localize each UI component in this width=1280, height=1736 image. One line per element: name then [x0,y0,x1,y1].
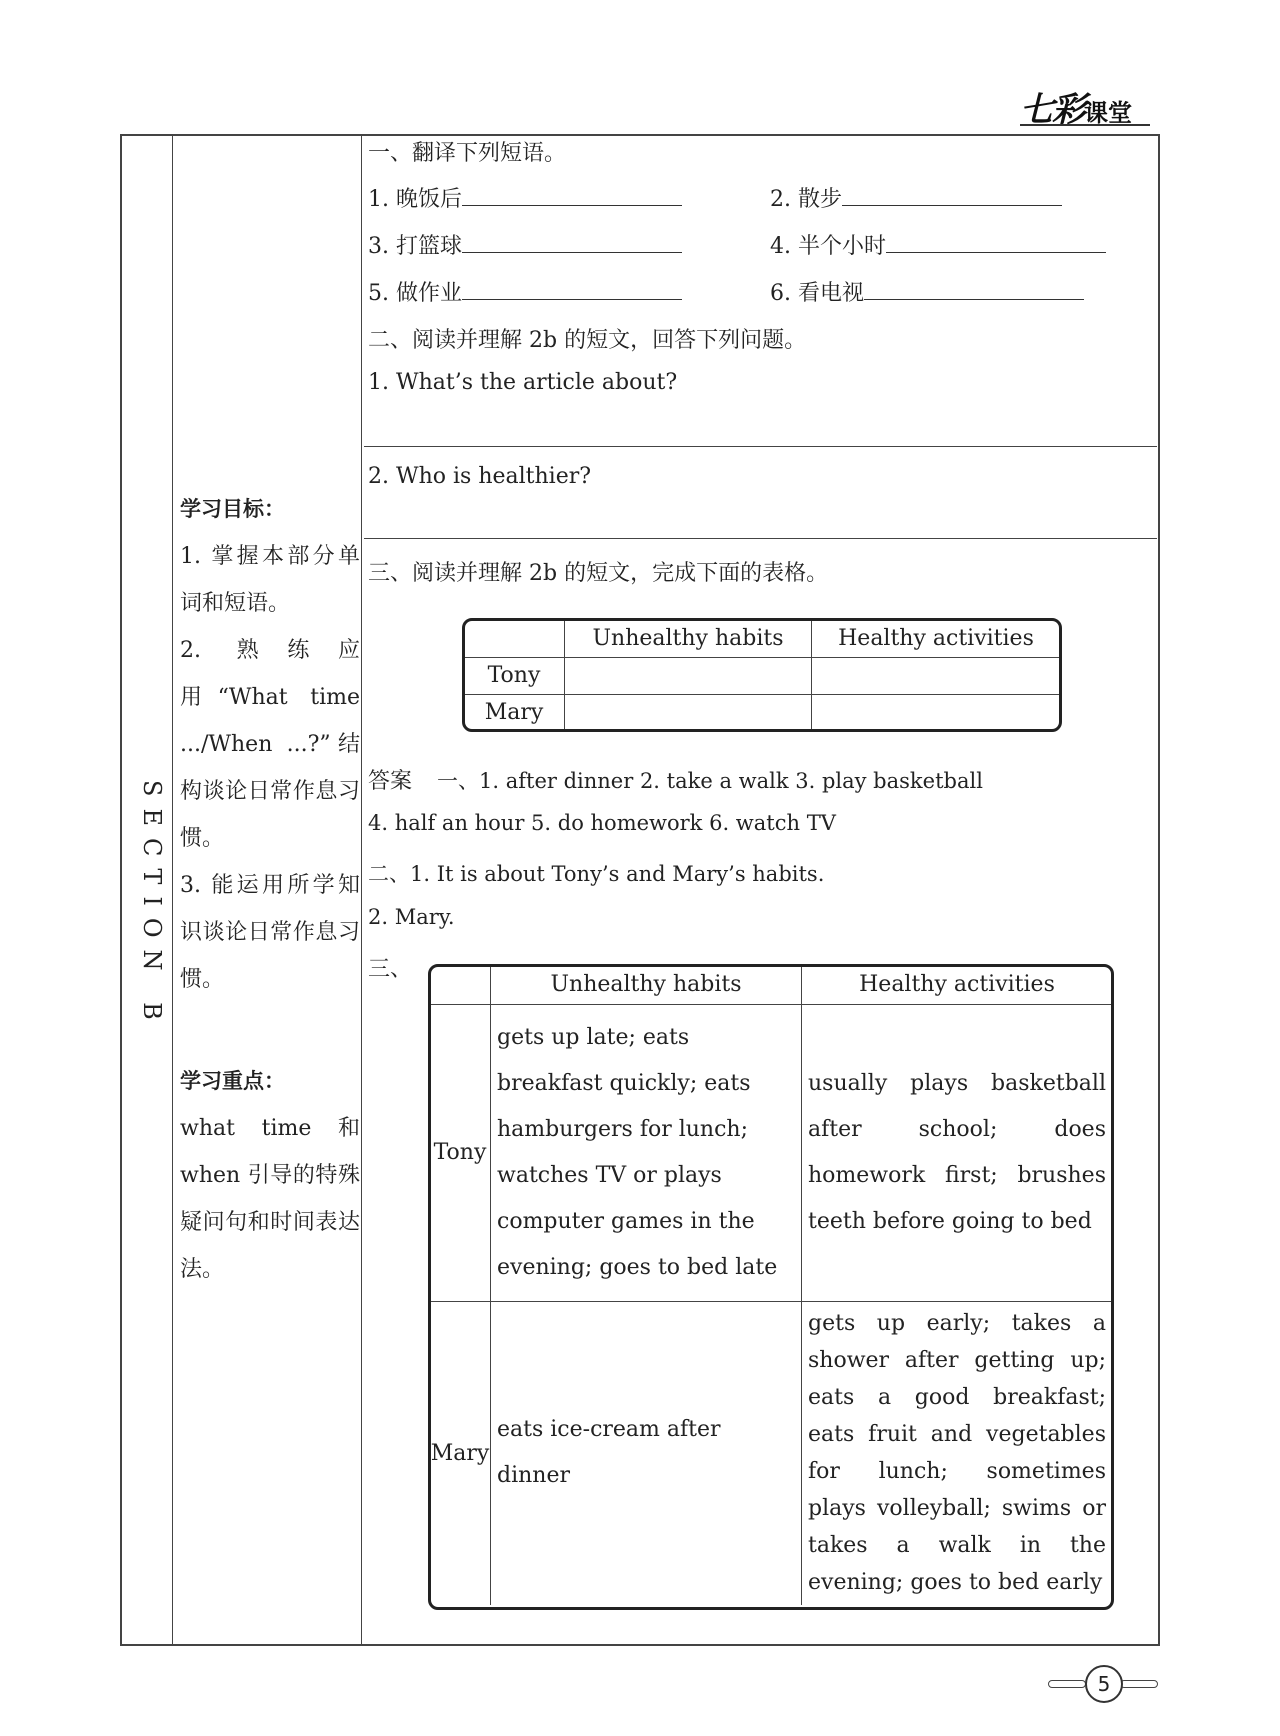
answers-line-2: 4. half an hour 5. do homework 6. watch TV [368,811,836,835]
answer-row-tony: Tony [430,1004,491,1301]
answers-line-1 [368,764,983,795]
brand-logo [1020,82,1160,130]
phrase-6-label: 6. 看电视 [770,281,864,306]
tony-unhealthy-habits: gets up late; eats breakfast quickly; eats hamburgers for lunch; watches TV or plays computer games in the evening; goes to bed late [497,1024,778,1280]
question-1: 1. What’s the article about? [368,370,678,395]
page-number [1048,1665,1160,1701]
page-number-value: 5 [1085,1665,1123,1703]
question-2: 2. Who is healthier? [368,464,592,489]
col-header-healthy: Healthy activities [812,620,1061,657]
table-cell-input[interactable] [565,694,812,731]
answer-habits-table [430,966,1112,1605]
phrase-6 [770,276,1084,307]
phrase-4 [770,229,1106,260]
goal-3: 3. 能运用所学知识谈论日常作息习惯。 [180,873,360,992]
row-header-tony: Tony [464,657,565,694]
phrase-1 [368,182,682,213]
answer-col-healthy: Healthy activities [802,966,1113,1004]
answer-row-mary: Mary [430,1301,491,1605]
col-header-unhealthy: Unhealthy habits [565,620,812,657]
answer-line[interactable] [364,538,1157,539]
phrase-1-label: 1. 晚饭后 [368,187,462,212]
part1-heading: 一、翻译下列短语。 [368,141,567,166]
learning-goals [180,486,360,1003]
phrase-5 [368,276,682,307]
table-cell-input[interactable] [812,657,1061,694]
answers-line-4: 2. Mary. [368,905,455,929]
answer-line[interactable] [364,446,1157,447]
section-label: SECTION B [138,780,166,1032]
answer-blank[interactable] [842,185,1062,206]
phrase-5-label: 5. 做作业 [368,281,462,306]
answers-line-3: 二、1. It is about Tony’s and Mary’s habits. [368,862,825,886]
logo-sub: 课堂 [1084,99,1132,127]
answers-part3-label: 三、 [368,957,413,982]
answer-blank[interactable] [462,279,682,300]
goal-2: 2. 熟练应用“What time .../When ...?”结构谈论日常作息习惯。 [180,638,360,851]
part2-heading: 二、阅读并理解 2b 的短文，回答下列问题。 [368,328,807,353]
answers-label: 答案 [368,769,413,794]
phrase-3 [368,229,682,260]
tony-healthy-activities: usually plays basketball after school; does homework first; brushes teeth before going to bed [808,1070,1106,1234]
phrase-3-label: 3. 打篮球 [368,234,462,259]
mary-unhealthy-habits: eats ice-cream after dinner [497,1417,721,1489]
answer-blank[interactable] [462,232,682,253]
logo-main: 七彩 [1020,90,1084,130]
phrase-4-label: 4. 半个小时 [770,234,886,259]
answer-blank[interactable] [462,185,682,206]
table-cell-input[interactable] [565,657,812,694]
goals-heading: 学习目标： [180,497,285,521]
phrase-2-label: 2. 散步 [770,187,842,212]
answer-col-unhealthy: Unhealthy habits [491,966,802,1004]
row-header-mary: Mary [464,694,565,731]
column-divider [361,134,362,1646]
goal-1: 1. 掌握本部分单词和短语。 [180,544,360,616]
key-text: what time 和 when 引导的特殊疑问句和时间表达法。 [180,1116,360,1282]
part3-heading: 三、阅读并理解 2b 的短文，完成下面的表格。 [368,561,829,586]
key-points [180,1058,360,1293]
answers-part1-a: 一、1. after dinner 2. take a walk 3. play basketball [437,769,983,793]
answer-blank[interactable] [864,279,1084,300]
mary-healthy-activities: gets up early; takes a shower after getting up; eats a good breakfast; eats fruit and vegetables for lunch; sometimes plays volleyball; swims or takes a walk in the evening; goes to bed early [808,1311,1106,1596]
key-heading: 学习重点： [180,1069,285,1093]
table-cell-input[interactable] [812,694,1061,731]
column-divider [172,134,173,1646]
phrase-2 [770,182,1062,213]
habits-table-blank [464,620,1060,731]
answer-blank[interactable] [886,232,1106,253]
